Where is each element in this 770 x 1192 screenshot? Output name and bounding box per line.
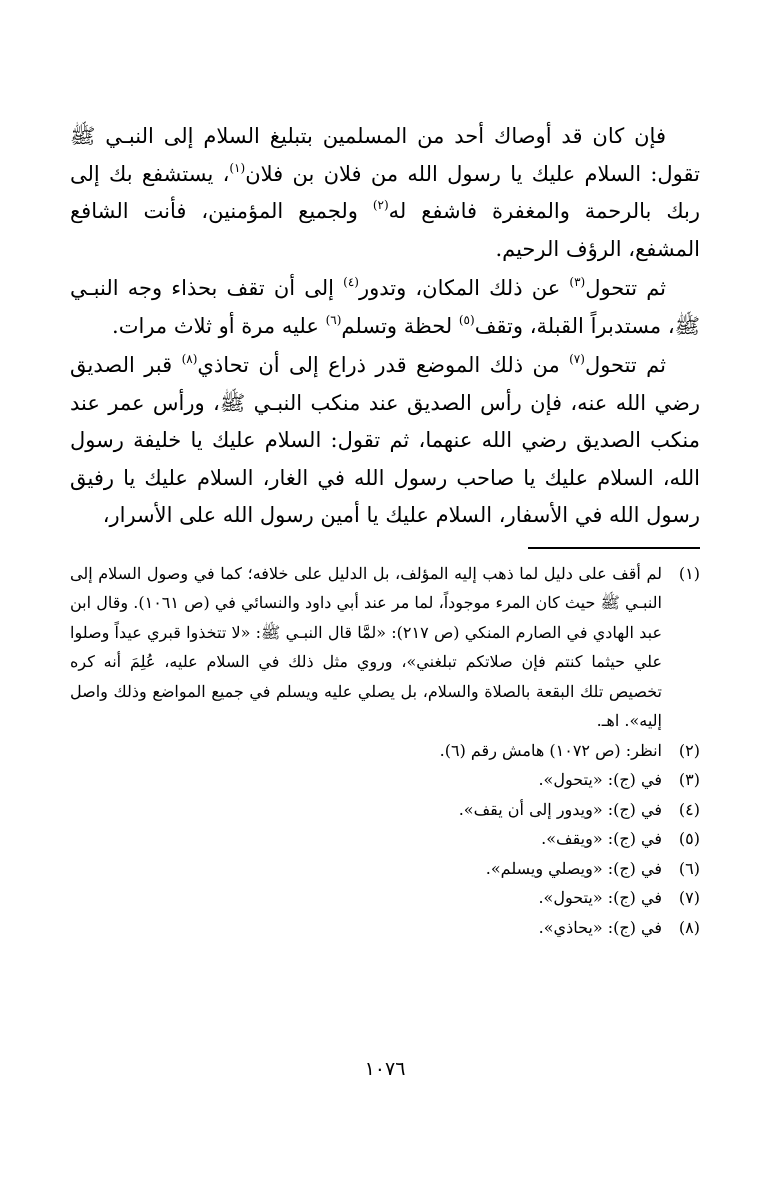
footnote-number: (٨) (678, 917, 700, 937)
footnote-7 (70, 883, 700, 913)
text-run: من ذلك الموضع قدر ذراع إلى أن تحاذي (197, 353, 570, 377)
text-run: عن ذلك المكان، وتدور (358, 276, 570, 300)
footnote-text: لم أقف على دليل لما ذهب إليه المؤلف، بل الدليل على خلافه؛ كما في وصول السلام إلى النبـي ﷺ حيث كان المرء موجوداً، لما مر عند أبي داود والنسائي في (ص ١٠٦١). وقال ابن عبد الهادي في الصارم المنكي (ص ٢١٧): «لمَّا قال النبـي ﷺ: «لا تتخذوا قبري عيداً وصلوا علي حيثما كنتم فإن صلاتكم تبلغني»، وروي مثل ذلك في السلام عليه، عُلِمَ أنه كره تخصيص تلك البقعة بالصلاة والسلام، بل يصلي عليه ويسلم في جميع المواضع وذلك واصل إليه». اهـ. (70, 563, 663, 730)
footnote-text: في (ج): «يتحول». (538, 770, 662, 789)
text-run: إلى أن تقف بحذاء وجه النبـي ﷺ، مستدبراً القبلة، وتقف (70, 276, 700, 338)
footnote-ref-6[interactable]: (٦) (325, 312, 342, 327)
footnote-number: (٣) (678, 770, 700, 789)
footnote-5 (70, 824, 700, 854)
footnote-text: في (ج): «يتحول». (538, 888, 662, 907)
footnote-number: (٦) (678, 858, 700, 878)
paragraph-3 (70, 347, 700, 535)
footnote-number: (٢) (678, 740, 700, 760)
footnote-4 (70, 795, 700, 825)
footnote-ref-4[interactable]: (٤) (343, 275, 359, 289)
footnote-text: في (ج): «ويقف». (541, 829, 662, 848)
text-run: قبر الصديق رضي الله عنه، فإن رأس الصديق عند منكب النبـي ﷺ، ورأس عمر عند منكب الصديق رضي الله عنهما، ثم تقول: السلام عليك يا خليفة رسول الله، السلام عليك يا صاحب رسول الله في الغار، السلام عليك يا رفيق رسول الله في الأسفار، السلام عليك يا أمين رسول الله على الأسرار، (70, 353, 700, 527)
footnote-ref-8[interactable]: (٨) (181, 352, 198, 366)
footnote-number: (٤) (678, 799, 700, 819)
footnote-6 (70, 854, 700, 884)
page-number: ١٠٧٦ (364, 1058, 406, 1080)
text-run: فإن كان قد أوصاك أحد من المسلمين بتبليغ السلام إلى النبـي ﷺ تقول: السلام عليك يا رسول الله من فلان بن فلان (70, 124, 700, 186)
footnote-number: (٧) (678, 888, 700, 907)
text-run: عليه مرة أو ثلاث مرات. (112, 313, 326, 338)
text-run: لحظة وتسلم (341, 313, 459, 338)
paragraph-1 (70, 118, 700, 268)
text-run: ، يستشفع بك إلى ربك بالرحمة والمغفرة فاشفع له (70, 161, 701, 223)
footnote-ref-5[interactable]: (٥) (458, 312, 475, 327)
footnotes (70, 559, 700, 943)
text-run: ثم تتحول (584, 353, 666, 377)
footnote-ref-1[interactable]: (١) (229, 160, 246, 175)
footnote-8 (70, 913, 700, 943)
footnote-number: (١) (678, 563, 700, 583)
footnote-ref-3[interactable]: (٣) (569, 275, 586, 289)
main-text (70, 118, 700, 535)
footnote-2 (70, 736, 700, 766)
footnote-text: انظر: (ص ١٠٧٢) هامش رقم (٦). (439, 740, 662, 760)
paragraph-2 (70, 270, 700, 345)
footnote-text: في (ج): «يحاذي». (538, 917, 662, 937)
footnote-ref-7[interactable]: (٧) (569, 352, 585, 366)
footnote-divider (528, 547, 700, 549)
footnote-3 (70, 765, 700, 795)
text-run: ولجميع المؤمنين، فأنت الشافع المشفع، الرؤف الرحيم. (70, 199, 700, 261)
footnote-1 (70, 559, 700, 736)
footnote-text: في (ج): «ويدور إلى أن يقف». (458, 799, 662, 819)
book-page (70, 118, 700, 942)
text-run: ثم تتحول (585, 276, 667, 300)
footnote-ref-2[interactable]: (٢) (372, 198, 389, 212)
footnote-text: في (ج): «ويصلي ويسلم». (485, 858, 662, 878)
footnote-number: (٥) (678, 829, 700, 848)
